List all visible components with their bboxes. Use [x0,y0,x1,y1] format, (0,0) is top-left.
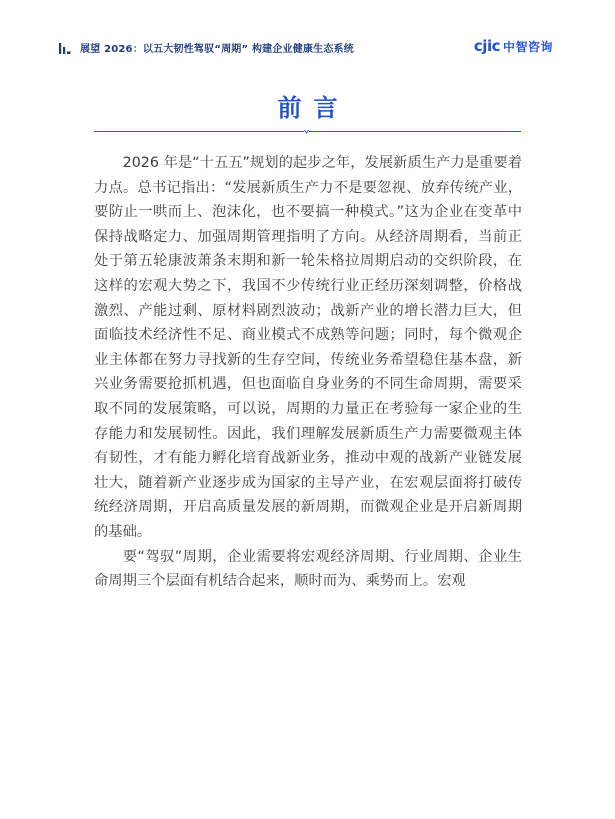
divider-chevron-icon [304,129,309,134]
logo-latin-text: cjic [473,37,500,55]
logo-chinese-text: 中智咨询 [502,39,553,54]
paragraph: 2026 年是“十五五”规划的起步之年，发展新质生产力是重要着力点。总书记指出：“发展新质生产力不是要忽视、放弃传统产业，要防止一哄而上、泡沫化，也不要搞一种模式。”这为企业在变革中保持战略定力、加强周期管理指明了方向。从经济周期看，当前正处于第五轮康波萧条末期和新一轮朱格拉周期启动的交织阶段，在这样的宏观大势之下，我国不少传统行业正经历深刻调整，价格战激烈、产能过剩、原材料剧烈波动；战新产业的增长潜力巨大，但面临技术经济性不足、商业模式不成熟等问题；同时，每个微观企业主体都在努力寻找新的生存空间，传统业务希望稳住基本盘，新兴业务需要抢抓机遇，但也面临自身业务的不同生命周期，需要采取不同的发展策略，可以说，周期的力量正在考验每一家企业的生存能力和发展韧性。因此，我们理解发展新质生产力需要微观主体有韧性，才有能力孵化培育战新业务，推动中观的战新产业链发展壮大，随着新产业逐步成为国家的主导产业，在宏观层面将打破传统经济周期，开启高质量发展的新周期，而微观企业是开启新周期的基础。 [94,155,522,540]
page-title: 前言 [277,93,350,122]
body-text [94,151,522,594]
company-logo [474,36,553,56]
bar-mark-icon [58,40,72,54]
document-header-title: 展望 2026：以五大韧性驾驭“周期” 构建企业健康生态系统 [80,44,354,55]
page-header [0,0,615,60]
paragraph: 要“驾驭”周期，企业需要将宏观经济周期、行业周期、企业生命周期三个层面有机结合起来，顺时而为、乘势而上。宏观 [94,548,522,590]
